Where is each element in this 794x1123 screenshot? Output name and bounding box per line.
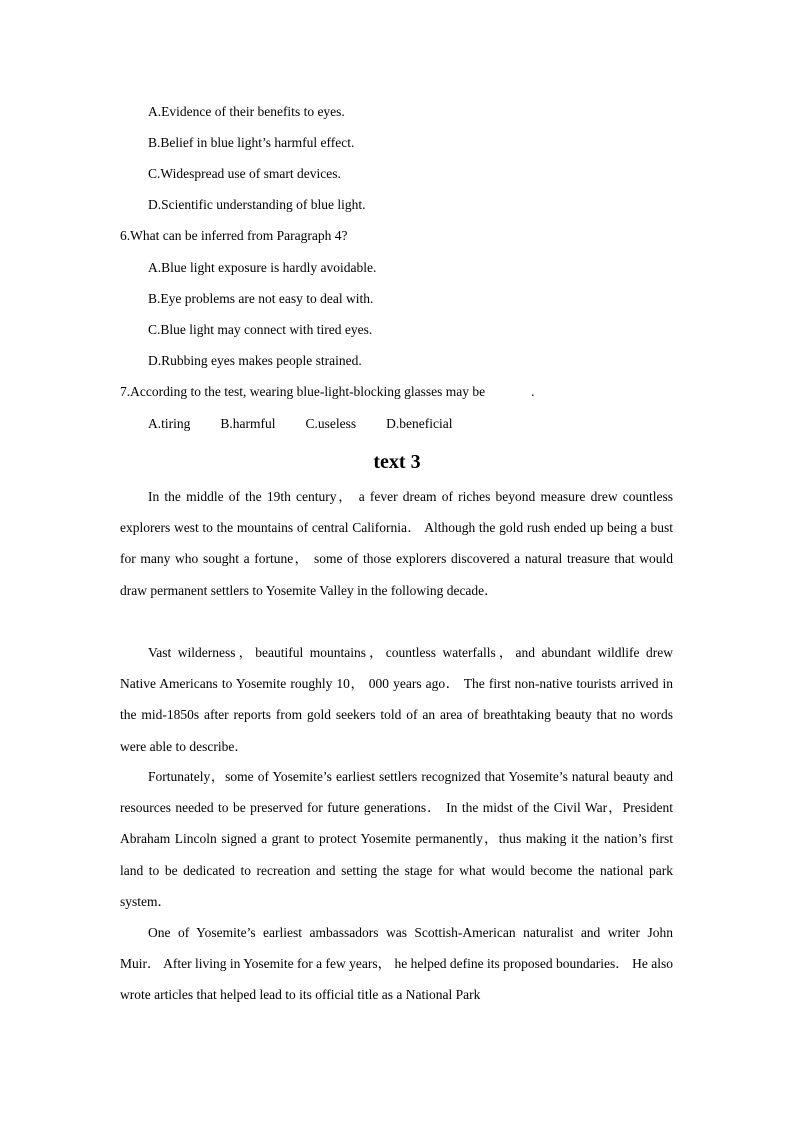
q5-option-a: A.Evidence of their benefits to eyes. <box>148 104 345 119</box>
q7-stem: 7.According to the test, wearing blue-light-blocking glasses may be <box>120 384 486 399</box>
q5-option-b: B.Belief in blue light’s harmful effect. <box>148 135 355 150</box>
q7-stem-end: . <box>531 384 535 399</box>
paragraph-4: One of Yosemite’s earliest ambassadors was Scottish-American naturalist and writer John Muir． After living in Yosemite for a few years， he helped define its proposed boundaries． He also wrote articles that helped lead to its official title as a National Park <box>120 925 674 1003</box>
q6-option-b: B.Eye problems are not easy to deal with. <box>148 291 374 306</box>
q6-option-a: A.Blue light exposure is hardly avoidable. <box>148 260 377 275</box>
q6-option-d: D.Rubbing eyes makes people strained. <box>148 353 362 368</box>
q7-stem-line <box>120 383 535 401</box>
q6-stem: 6.What can be inferred from Paragraph 4? <box>120 228 348 243</box>
section-title: text 3 <box>373 451 421 473</box>
paragraph-3: Fortunately，some of Yosemite’s earliest settlers recognized that Yosemite’s natural beauty and resources needed to be preserved for future generations． In the midst of the Civil War，President Abraham Lincoln signed a grant to protect Yosemite permanently，thus making it the nation’s first land to be dedicated to recreation and setting the stage for what would become the national park system． <box>120 769 673 909</box>
q7-options <box>148 415 482 433</box>
q7-option-b: B.harmful <box>220 416 276 431</box>
q5-option-d: D.Scientific understanding of blue light. <box>148 197 366 212</box>
q5-option-c: C.Widespread use of smart devices. <box>148 166 341 181</box>
q7-option-a: A.tiring <box>148 416 191 431</box>
q6-option-c: C.Blue light may connect with tired eyes. <box>148 322 373 337</box>
q7-option-d: D.beneficial <box>386 416 453 431</box>
paragraph-1: In the middle of the 19th century， a fever dream of riches beyond measure drew countless explorers west to the mountains of central California． Although the gold rush ended up being a bust for many who sought a fortune， some of those explorers discovered a natural treasure that would draw permanent settlers to Yosemite Valley in the following decade． <box>120 489 673 598</box>
paragraph-2: Vast wilderness，beautiful mountains，countless waterfalls，and abundant wildlife drew Native Americans to Yosemite roughly 10， 000 years ago． The first non-native tourists arrived in the mid-1850s after reports from gold seekers told of an area of breathtaking beauty that no words were able to describe． <box>120 645 673 754</box>
q7-option-c: C.useless <box>305 416 357 431</box>
